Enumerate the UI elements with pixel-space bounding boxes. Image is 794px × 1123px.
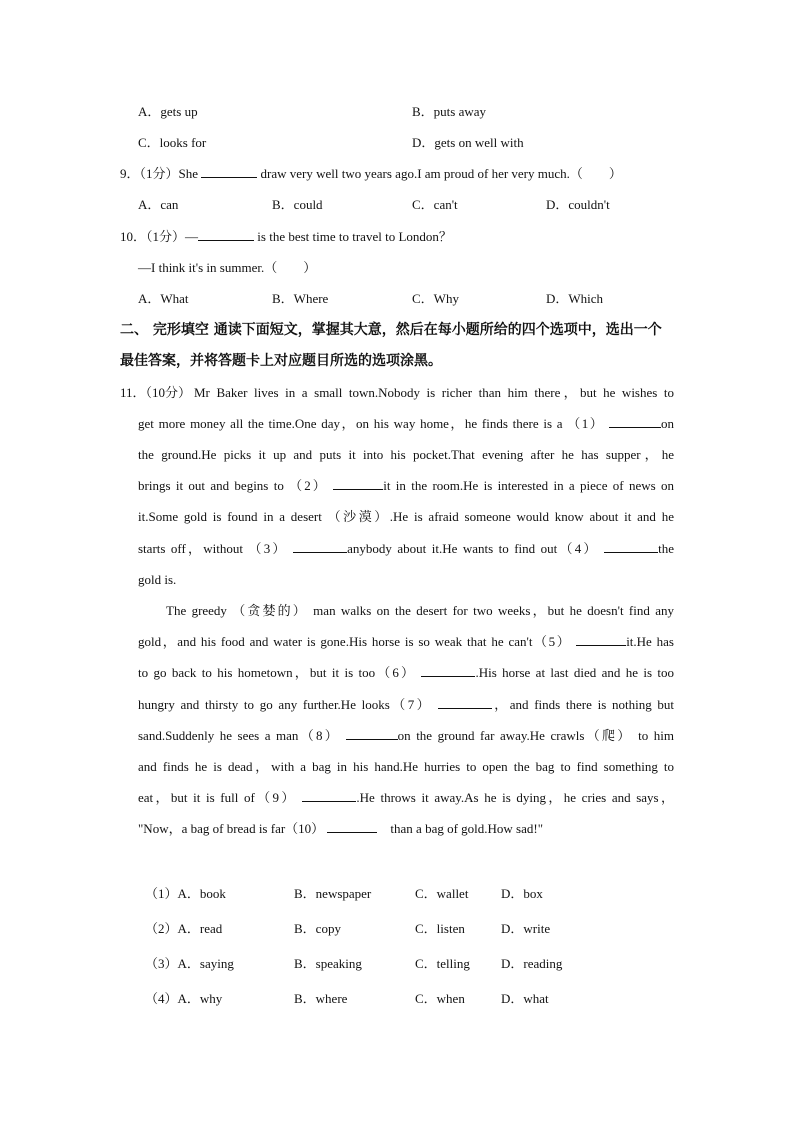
choice-number: （3） — [145, 956, 178, 971]
q10-blank[interactable] — [198, 229, 254, 241]
passage-text: it.He has — [626, 634, 674, 649]
q10-option-d[interactable]: D．Which — [546, 291, 604, 306]
q10-text-after: is the best time to travel to London？ — [257, 229, 452, 244]
q9-stem — [120, 166, 622, 182]
passage-text: the — [658, 541, 675, 556]
choice-1-option-c[interactable]: C．wallet — [415, 886, 469, 901]
passage-line-7: gold is. — [138, 572, 177, 587]
q11-score: （10分） — [145, 385, 192, 400]
choice-number: （1） — [145, 886, 178, 901]
q10-option-c[interactable]: C．Why — [412, 291, 459, 306]
q10-stem — [120, 229, 452, 245]
choice-1-option-b[interactable]: B．newspaper — [294, 886, 372, 901]
blank-1[interactable] — [609, 416, 661, 428]
blank-5[interactable] — [576, 634, 626, 646]
q9-option-c[interactable]: C．can't — [412, 197, 458, 212]
section2-heading-line2: 最佳答案，并将答题卡上对应题目所选的选项涂黑。 — [120, 353, 442, 369]
passage-text: on — [661, 416, 675, 431]
choice-1-row — [145, 886, 226, 902]
passage-text: anybody about it.He wants to find out（4） — [347, 541, 599, 556]
q10-text-before: — — [185, 229, 199, 244]
passage-text: than a bag of gold.How sad!" — [390, 821, 544, 836]
q9-option-b[interactable]: B．could — [272, 197, 323, 212]
passage-line-2 — [138, 416, 674, 432]
choice-4-option-b[interactable]: B．where — [294, 991, 348, 1006]
choice-3-row — [145, 956, 234, 972]
blank-4[interactable] — [604, 541, 658, 553]
q9-text-before: She — [178, 166, 199, 181]
passage-text: to go back to his hometown，but it is too（6） — [138, 665, 417, 680]
choice-option-a[interactable]: A．book — [177, 886, 226, 901]
q10-option-b[interactable]: B．Where — [272, 291, 329, 306]
passage-text: "Now，a bag of bread is far（10） — [138, 821, 325, 836]
passage-text: .He throws it away.As he is dying，he cries and says， — [356, 790, 674, 805]
q10-score: （1分） — [146, 229, 186, 244]
q8-option-d[interactable]: D．gets on well with — [412, 135, 524, 150]
passage-text: eat，but it is full of（9） — [138, 790, 297, 805]
passage-line-13: and finds he is dead，with a bag in his hand.He hurries to open the bag to find something to — [138, 759, 674, 774]
choice-1-option-d[interactable]: D．box — [501, 886, 543, 901]
q9-option-a[interactable]: A．can — [138, 197, 179, 212]
q9-score: （1分） — [139, 166, 179, 181]
passage-text: ，and finds there is nothing but — [491, 697, 675, 712]
choice-4-option-c[interactable]: C．when — [415, 991, 465, 1006]
passage-line-3: the ground.He picks it up and puts it into his pocket.That evening after he has supper，he — [138, 447, 674, 462]
passage-text: brings it out and begins to （2） — [138, 478, 328, 493]
choice-3-option-b[interactable]: B．speaking — [294, 956, 362, 971]
passage-line-4 — [138, 478, 674, 494]
passage-line-1: Mr Baker lives in a small town.Nobody is richer than him there，but he wishes to — [194, 385, 674, 400]
blank-6[interactable] — [421, 665, 475, 677]
choice-2-row — [145, 921, 222, 937]
blank-9[interactable] — [302, 790, 356, 802]
passage-line-15 — [138, 821, 543, 837]
choice-option-a[interactable]: A．saying — [177, 956, 234, 971]
choice-2-option-c[interactable]: C．listen — [415, 921, 465, 936]
passage-line-12 — [138, 728, 674, 744]
q8-option-b[interactable]: B．puts away — [412, 104, 487, 119]
section2-heading-line1: 二、 完形填空 通读下面短文，掌握其大意，然后在每小题所给的四个选项中，选出一个 — [120, 322, 662, 338]
q8-option-c[interactable]: C．looks for — [138, 135, 207, 150]
blank-2[interactable] — [333, 478, 383, 490]
passage-text: .His horse at last died and he is too — [475, 665, 675, 680]
passage-line-5: it.Some gold is found in a desert （沙漠）.He is afraid someone would know about it and he — [138, 509, 674, 524]
passage-line-8: The greedy （贪婪的） man walks on the desert for two weeks，but he doesn't find any — [166, 603, 674, 618]
blank-10[interactable] — [327, 821, 377, 833]
passage-line-9 — [138, 634, 674, 650]
choice-4-row — [145, 991, 222, 1007]
passage-text: gold，and his food and water is gone.His horse is so weak that he can't（5） — [138, 634, 572, 649]
passage-line-6 — [138, 541, 674, 557]
choice-option-a[interactable]: A．read — [177, 921, 223, 936]
passage-line-10 — [138, 665, 674, 681]
q8-option-a[interactable]: A．gets up — [138, 104, 198, 119]
passage-text: sand.Suddenly he sees a man（8） — [138, 728, 341, 743]
q9-blank[interactable] — [201, 166, 257, 178]
passage-text: starts off，without （3） — [138, 541, 288, 556]
passage-line-14 — [138, 790, 674, 806]
q9-text-after: draw very well two years ago.I am proud of her very much.（ ） — [260, 166, 622, 181]
q10-answer-line: —I think it's in summer.（ ） — [138, 260, 317, 275]
blank-8[interactable] — [346, 728, 398, 740]
q9-number: 9． — [120, 166, 140, 181]
q10-option-a[interactable]: A．What — [138, 291, 189, 306]
choice-number: （2） — [145, 921, 178, 936]
passage-text: it in the room.He is interested in a piece of news on — [383, 478, 674, 493]
choice-2-option-d[interactable]: D．write — [501, 921, 551, 936]
q9-option-d[interactable]: D．couldn't — [546, 197, 610, 212]
choice-2-option-b[interactable]: B．copy — [294, 921, 341, 936]
choice-option-a[interactable]: A．why — [177, 991, 223, 1006]
passage-line-11 — [138, 697, 674, 713]
choice-number: （4） — [145, 991, 178, 1006]
passage-text: get more money all the time.One day，on his way home，he finds there is a （1） — [138, 416, 605, 431]
q11-label — [120, 385, 191, 401]
q11-number: 11． — [120, 385, 146, 400]
choice-4-option-d[interactable]: D．what — [501, 991, 549, 1006]
blank-7[interactable] — [438, 697, 492, 709]
q10-number: 10． — [120, 229, 147, 244]
blank-3[interactable] — [293, 541, 347, 553]
passage-text: hungry and thirsty to go any further.He looks（7） — [138, 697, 433, 712]
choice-3-option-d[interactable]: D．reading — [501, 956, 563, 971]
choice-3-option-c[interactable]: C．telling — [415, 956, 470, 971]
passage-text: on the ground far away.He crawls（爬） to him — [397, 728, 674, 743]
